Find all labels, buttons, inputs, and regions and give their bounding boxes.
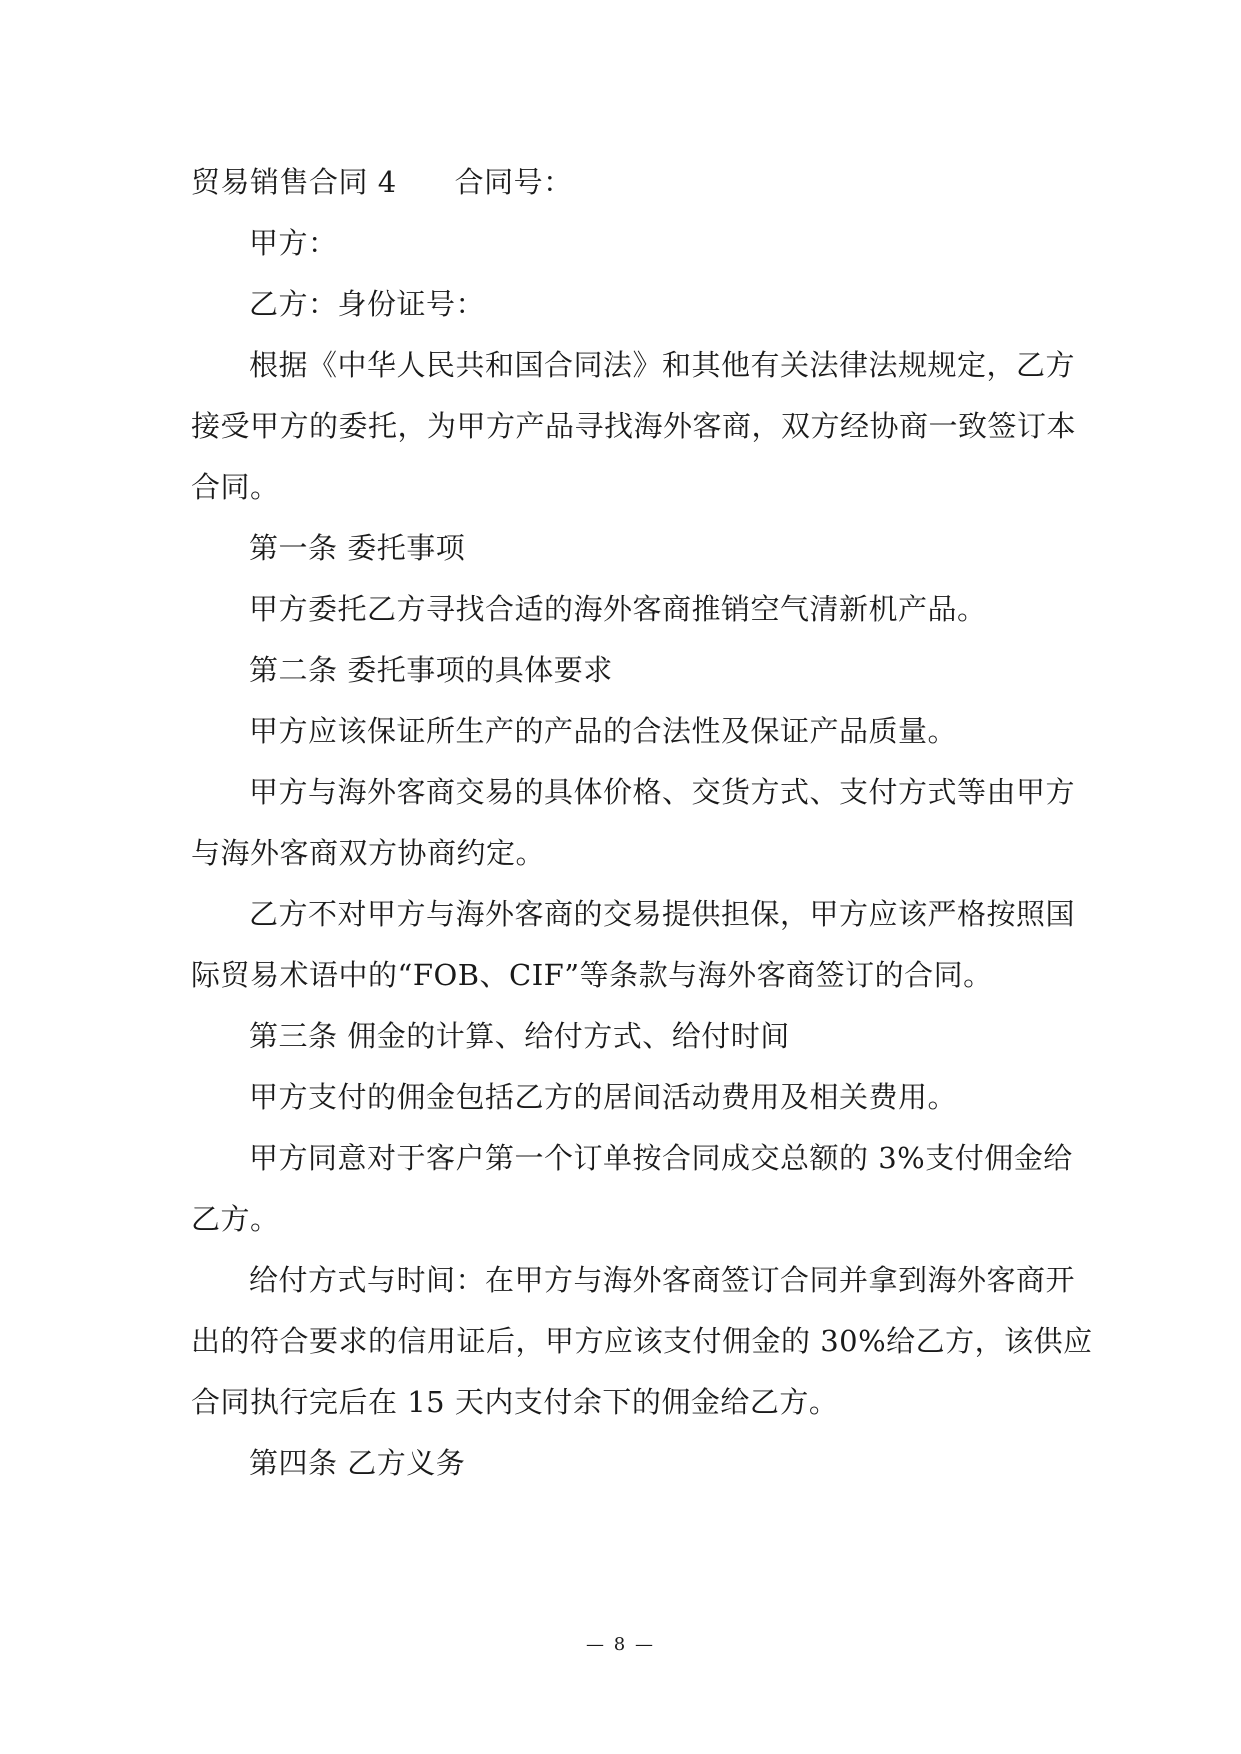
intro-line: 根据《中华人民共和国合同法》和其他有关法律法规规定，乙方 (249, 348, 1076, 382)
article-1-heading: 第一条 委托事项 (249, 531, 466, 565)
article-3-paragraph: 甲方支付的佣金包括乙方的居间活动费用及相关费用。 (249, 1080, 958, 1114)
article-2-paragraph: 甲方应该保证所生产的产品的合法性及保证产品质量。 (249, 714, 958, 748)
document-body (191, 152, 1093, 1494)
article-3-paragraph: 乙方。 (191, 1202, 280, 1236)
party-a-line: 甲方： (249, 226, 338, 260)
article-2-heading: 第二条 委托事项的具体要求 (249, 653, 613, 687)
title-row (191, 152, 1061, 213)
intro-line: 合同。 (191, 470, 280, 504)
article-2-paragraph: 际贸易术语中的“FOB、CIF”等条款与海外客商签订的合同。 (191, 958, 993, 992)
article-1-text: 甲方委托乙方寻找合适的海外客商推销空气清新机产品。 (249, 592, 987, 626)
article-2-paragraph: 乙方不对甲方与海外客商的交易提供担保，甲方应该严格按照国 (249, 897, 1076, 931)
article-4-heading: 第四条 乙方义务 (249, 1446, 466, 1480)
article-3-heading: 第三条 佣金的计算、给付方式、给付时间 (249, 1019, 790, 1053)
party-b-line: 乙方：身份证号： (249, 287, 486, 321)
article-3-paragraph: 合同执行完后在 15 天内支付余下的佣金给乙方。 (191, 1385, 839, 1419)
article-3-paragraph: 给付方式与时间：在甲方与海外客商签订合同并拿到海外客商开 (249, 1263, 1076, 1297)
article-2-paragraph: 与海外客商双方协商约定。 (191, 836, 546, 870)
article-2-paragraph: 甲方与海外客商交易的具体价格、交货方式、支付方式等由甲方 (249, 775, 1076, 809)
article-3-paragraph: 甲方同意对于客户第一个订单按合同成交总额的 3%支付佣金给 (249, 1141, 1073, 1175)
contract-number-label: 合同号： (454, 165, 573, 199)
document-title: 贸易销售合同 4 (191, 165, 397, 199)
intro-line: 接受甲方的委托，为甲方产品寻找海外客商，双方经协商一致签订本 (191, 409, 1077, 443)
page-number: — 8 — (586, 1634, 655, 1655)
article-3-paragraph: 出的符合要求的信用证后，甲方应该支付佣金的 30%给乙方，该供应 (191, 1324, 1093, 1358)
